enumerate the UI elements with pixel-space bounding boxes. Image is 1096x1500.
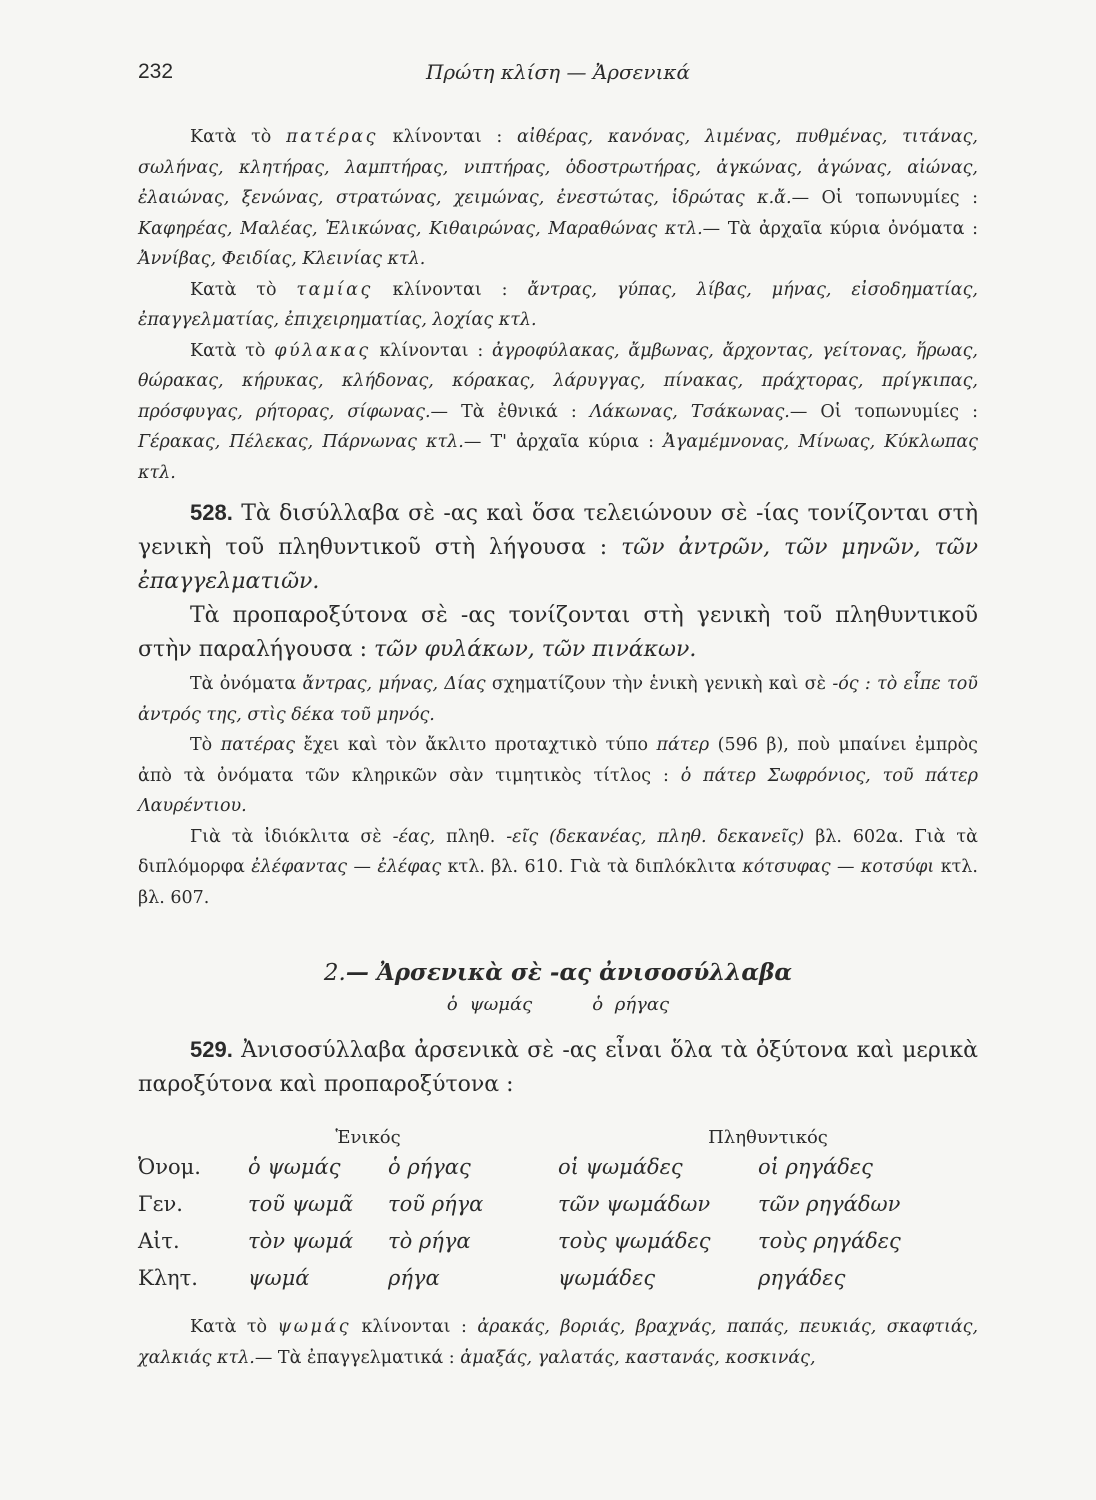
text-fragment: Ἀνισοσύλλαβα ἀρσενικὰ σὲ -ας εἶναι ὅλα τὰ ὀξύτονα καὶ μερικὰ παροξύτονα καὶ προπαροξύτονα :	[138, 1038, 978, 1097]
text-fragment: Τὰ δισύλλαβα σὲ -ας καὶ ὅσα τελειώνουν σὲ -ίας τονίζονται στὴ γενικὴ τοῦ πληθυντικοῦ στὴ λήγουσα :	[138, 501, 978, 560]
text-fragment: — Τ' ἀρχαῖα κύρια :	[463, 432, 654, 452]
examples: τῶν ἀντρῶν, τῶν μηνῶν, τῶν ἐπαγγελματιῶν.	[138, 535, 978, 594]
text-fragment: σχηματίζουν τὴν ἑνικὴ γενικὴ καὶ σὲ	[491, 674, 827, 694]
note-pater	[138, 730, 978, 822]
paragraph-psomas	[138, 1312, 978, 1373]
section-2-heading	[138, 959, 978, 986]
model-word: ταμίας	[296, 279, 373, 300]
examples: ὁ πάτερ Σωφρόνιος, τοῦ πάτερ Λαυρέντιου.	[138, 765, 978, 816]
section-528	[138, 496, 978, 667]
model-word: φύλακας	[274, 340, 371, 361]
final-paragraph-block	[138, 1312, 978, 1373]
text-fragment: -εῖς	[506, 826, 539, 847]
proper-names: Ἀγαμέμνονας, Μίνωας, Κύκλωπας κτλ.	[138, 432, 978, 483]
model-word: ψωμάς	[277, 1317, 352, 1337]
word-list: ἀρακάς, βοριάς, βραχνάς, παπάς, πευκιάς, σκαφτιάς, χαλκιάς κτλ.	[138, 1317, 979, 1368]
word-list: αἰθέρας, κανόνας, λιμένας, πυθμένας, τιτάνας, σωλήνας, κλητήρας, λαμπτήρας, νιπτήρας, ὁδοστρωτήρας, ἀγκώνας, ἀγώνας, αἰώνας, ἐλαιώνας, ξενώνας, στρατώνας, χειμώνας, ἐνεστώτας, ἱδρώτας κ.ἄ.	[138, 127, 978, 208]
paragraph-pateras	[138, 122, 978, 275]
section-528-notes	[138, 669, 978, 913]
example-word: ὁ ρήγας	[592, 994, 670, 1015]
plural-form-1: τῶν ψωμάδων	[558, 1191, 711, 1216]
word-list: ἄντρας, γύπας, λίβας, μήνας, εἰσοδηματίας, ἐπαγγελματίας, ἐπιχειρηματίας, λοχίας κτλ.	[138, 279, 978, 330]
examples: τὸ εἶπε τοῦ ἀντρός της, στὶς δέκα τοῦ μηνός.	[138, 674, 978, 725]
examples: τῶν φυλάκων, τῶν πινάκων.	[374, 637, 697, 662]
plural-form-1: οἱ ψωμάδες	[558, 1154, 683, 1179]
text-fragment: Κατὰ τὸ	[190, 279, 277, 300]
text-fragment: κλίνονται :	[361, 1317, 467, 1337]
text-fragment: Κατὰ τὸ	[190, 1317, 268, 1337]
paradigm-table	[138, 1116, 978, 1296]
place-names: Γέρακας, Πέλεκας, Πάρνωνας κτλ.	[138, 432, 464, 452]
paragraph-tamias	[138, 275, 978, 336]
paragraph-fylakas	[138, 336, 978, 489]
case-label: Ὀνομ.	[138, 1154, 201, 1179]
text-fragment: — Οἱ τοπωνυμίες :	[791, 188, 978, 208]
note-genitive-os	[138, 669, 978, 730]
text-fragment: Γιὰ τὰ ἰδιόκλιτα σὲ	[190, 826, 382, 847]
text-fragment: — Τὰ ἀρχαῖα κύρια ὀνόματα :	[702, 218, 978, 239]
section-528-rule	[138, 496, 978, 599]
text-fragment: Κατὰ τὸ	[190, 340, 266, 361]
plural-header: Πληθυντικός	[708, 1127, 828, 1148]
text-fragment: — Οἱ τοπωνυμίες :	[789, 401, 978, 422]
text-fragment: (596 β), ποὺ μπαίνει ἐμπρὸς ἀπὸ τὰ ὀνόματα τῶν κληρικῶν σὰν τιμητικὸς τίτλος :	[138, 735, 978, 786]
paradigm-row	[138, 1185, 978, 1222]
text-fragment: — Τὰ ἐθνικά :	[430, 401, 577, 422]
singular-form-1: τοῦ ψωμᾶ	[248, 1191, 354, 1216]
section-528-proparoxytones	[138, 599, 978, 667]
plural-form-1: ψωμάδες	[558, 1265, 656, 1290]
section-529	[138, 1033, 978, 1102]
singular-form-2: ρήγα	[388, 1265, 440, 1290]
text-fragment: βλ. 602α. Γιὰ τὰ διπλόμορφα	[138, 826, 978, 877]
word-list: ἀγροφύλακας, ἄμβωνας, ἄρχοντας, γείτονας, ἥρωας, θώρακας, κήρυκας, κλήδονας, κόρακας, λάρυγγας, πίνακας, πράχτορας, πρίγκιπας, πρόσφυγας, ρήτορας, σίφωνας.	[138, 340, 978, 422]
case-label: Κλητ.	[138, 1265, 198, 1290]
ethnic-names: Λάκωνας, Τσάκωνας.	[589, 401, 790, 422]
text-fragment: κλίνονται :	[392, 127, 503, 147]
text-fragment: -έας,	[392, 826, 436, 847]
text-fragment: Τὰ ὀνόματα	[190, 674, 297, 694]
word-list: ἁμαξάς, γαλατάς, καστανάς, κοσκινάς,	[460, 1347, 816, 1368]
paradigm-row	[138, 1222, 978, 1259]
section-2-examples	[138, 994, 978, 1015]
text-fragment: κλίνονται :	[379, 340, 484, 361]
small-paragraphs-block	[138, 122, 978, 488]
paradigm-header	[138, 1116, 978, 1148]
singular-form-2: ὁ ρήγας	[388, 1154, 471, 1179]
plural-form-2: ρηγάδες	[758, 1265, 846, 1290]
text-fragment: Τὰ προπαροξύτονα σὲ -ας τονίζονται στὴ γενικὴ τοῦ πληθυντικοῦ στὴν παραλήγουσα :	[138, 603, 978, 662]
note-cross-references	[138, 822, 978, 914]
plural-form-1: τοὺς ψωμάδες	[558, 1228, 711, 1253]
text-fragment: πατέρας	[220, 735, 296, 755]
text-fragment: (δεκανέας, πληθ. δεκανεῖς)	[549, 826, 805, 847]
singular-form-1: ψωμά	[248, 1265, 310, 1290]
paradigm-row	[138, 1148, 978, 1185]
text-fragment: -ός :	[832, 674, 871, 694]
singular-form-2: τὸ ρήγα	[388, 1228, 471, 1253]
names: ἄντρας, μήνας, Δίας	[302, 674, 486, 694]
text-fragment: Κατὰ τὸ	[190, 127, 272, 147]
proper-names: Ἀννίβας, Φειδίας, Κλεινίας κτλ.	[138, 249, 426, 269]
place-names: Καφηρέας, Μαλέας, Ἑλικώνας, Κιθαιρώνας, Μαραθώνας κτλ.	[138, 218, 703, 239]
running-title: Πρώτη κλίση — Ἀρσενικά	[425, 60, 691, 84]
text-fragment: ἔχει καὶ τὸν ἄκλιτο προταχτικὸ τύπο	[303, 735, 648, 755]
paradigm-row	[138, 1259, 978, 1296]
section-529-rule	[138, 1033, 978, 1102]
text-fragment: κτλ. βλ. 610. Γιὰ τὰ διπλόκλιτα	[447, 857, 736, 877]
section-number: 528.	[190, 500, 233, 525]
text-fragment: κτλ. βλ. 607.	[138, 857, 978, 908]
section-number: 529.	[190, 1037, 233, 1062]
model-word: πατέρας	[286, 127, 378, 147]
body-text	[138, 122, 978, 1373]
text-fragment: κότσυφας — κοτσύφι	[742, 857, 935, 877]
text-fragment: Τὸ	[190, 735, 213, 755]
example-word: ὁ ψωμάς	[446, 994, 533, 1015]
text-fragment: — Τὰ ἐπαγγελματικά :	[254, 1347, 455, 1368]
case-label: Αἰτ.	[138, 1228, 180, 1253]
singular-form-2: τοῦ ρήγα	[388, 1191, 484, 1216]
section-number: 2.	[323, 960, 346, 986]
running-head	[138, 60, 978, 90]
section-title: — Ἀρσενικὰ σὲ -ας ἀνισοσύλλαβα	[345, 959, 793, 986]
text-fragment: πάτερ	[656, 735, 710, 755]
page-number: 232	[138, 60, 174, 83]
singular-header: Ἑνικός	[335, 1127, 401, 1148]
plural-form-2: οἱ ρηγάδες	[758, 1154, 873, 1179]
plural-form-2: τοὺς ρηγάδες	[758, 1228, 901, 1253]
plural-form-2: τῶν ρηγάδων	[758, 1191, 901, 1216]
text-fragment: ἐλέφαντας — ἐλέφας	[251, 857, 442, 877]
text-fragment: κλίνονται :	[392, 279, 508, 300]
text-fragment: πληθ.	[446, 826, 496, 847]
singular-form-1: τὸν ψωμά	[248, 1228, 354, 1253]
singular-form-1: ὁ ψωμάς	[248, 1154, 341, 1179]
case-label: Γεν.	[138, 1191, 183, 1216]
